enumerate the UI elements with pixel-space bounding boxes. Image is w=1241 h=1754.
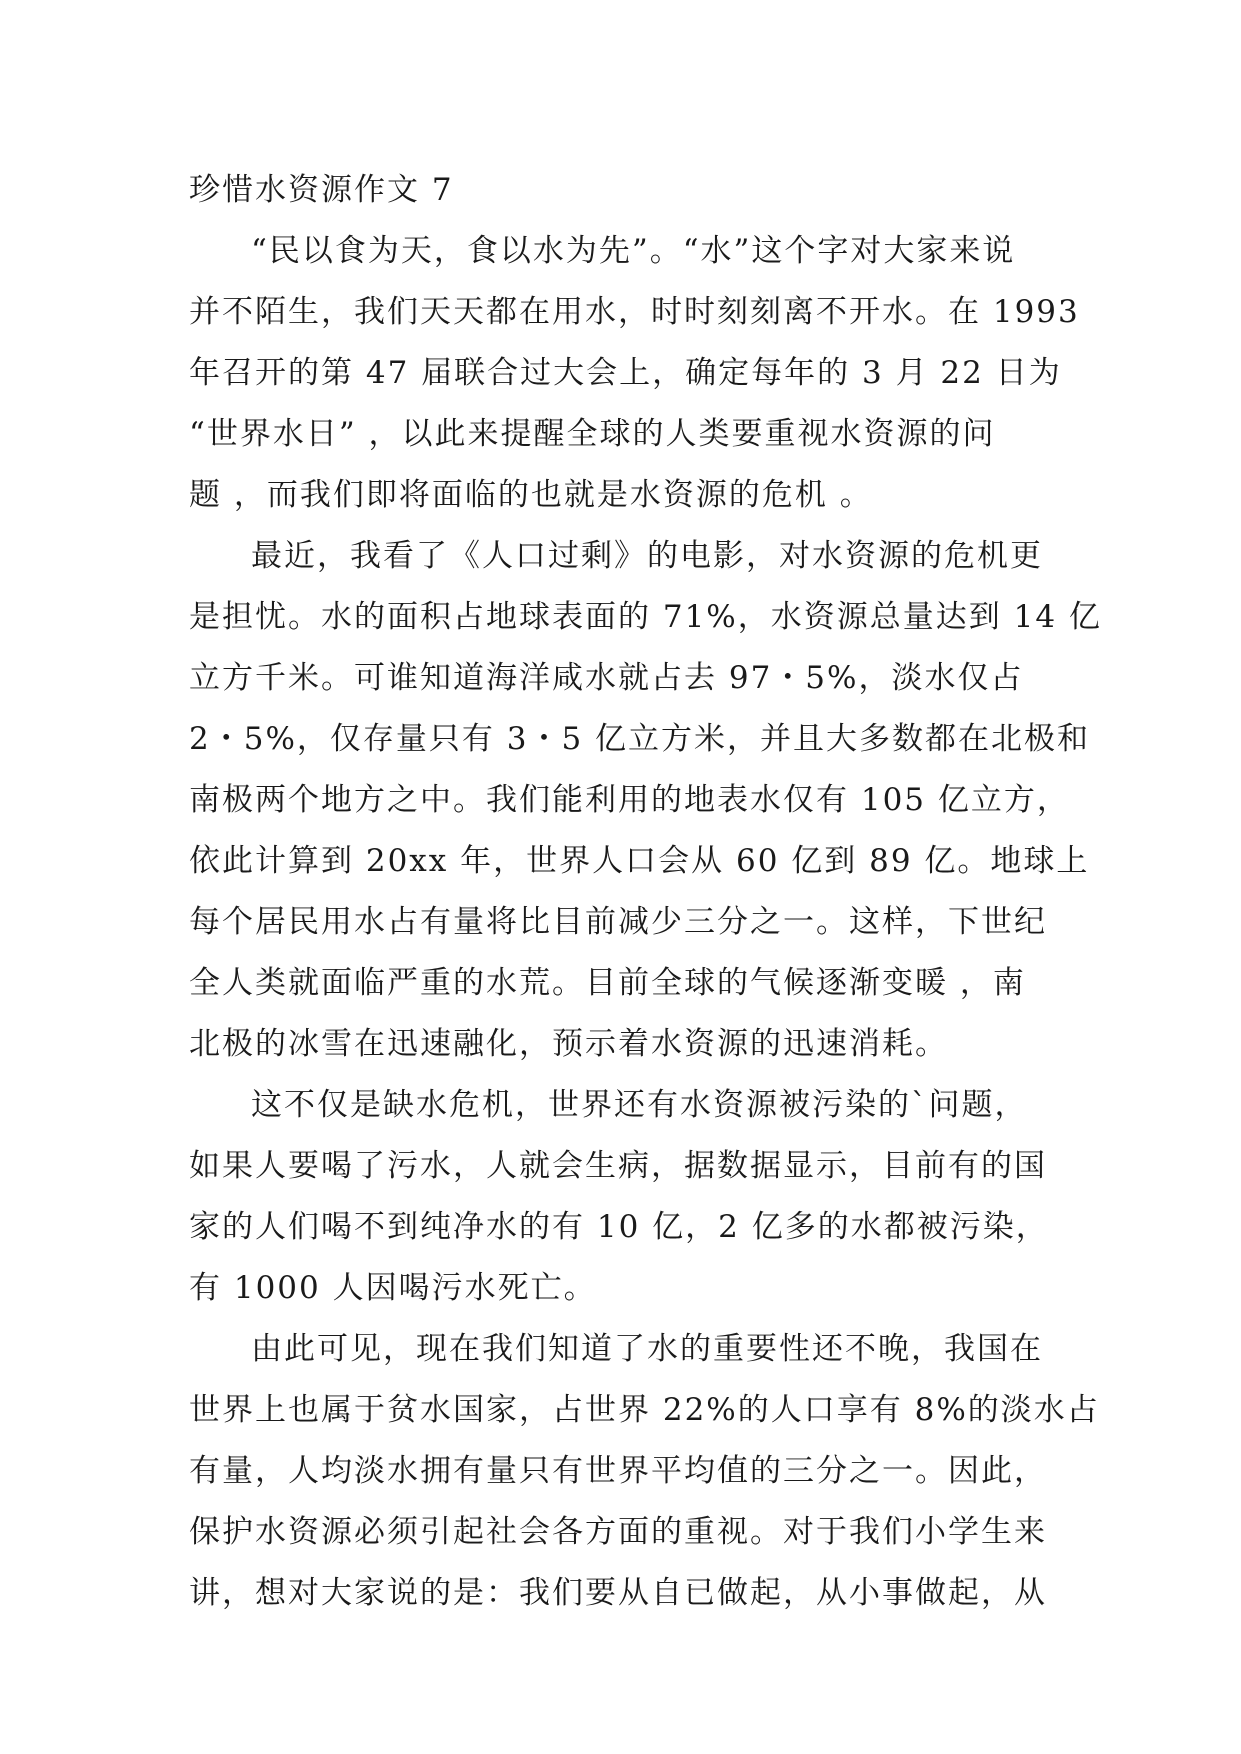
paragraph-4	[189, 1319, 1100, 1624]
text-line: 有 1000 人因喝污水死亡。	[189, 1270, 597, 1306]
text-line: 年召开的第 47 届联合过大会上，确定每年的 3 月 22 日为	[189, 355, 1062, 391]
text-line: 这不仅是缺水危机，世界还有水资源被污染的`问题，	[251, 1087, 1028, 1123]
text-line: “民以食为天，食以水为先”。“水”这个字对大家来说	[251, 233, 1016, 269]
text-line: 全人类就面临严重的水荒。目前全球的气候逐渐变暖 ，南	[189, 965, 1026, 1001]
text-line: 每个居民用水占有量将比目前减少三分之一。这样，下世纪	[189, 904, 1047, 940]
document-body	[189, 160, 1102, 1624]
text-line: 保护水资源必须引起社会各方面的重视。对于我们小学生来	[189, 1514, 1047, 1550]
paragraph-1	[189, 221, 1080, 526]
paragraph-3	[189, 1075, 1059, 1319]
text-line: 如果人要喝了污水，人就会生病，据数据显示，目前有的国	[189, 1148, 1047, 1184]
text-line: 题 ，而我们即将面临的也就是水资源的危机 。	[189, 477, 873, 513]
paragraph-2	[189, 526, 1102, 1075]
text-line: 北极的冰雪在迅速融化，预示着水资源的迅速消耗。	[189, 1026, 948, 1062]
text-line: 由此可见，现在我们知道了水的重要性还不晚，我国在	[251, 1331, 1043, 1367]
text-line: 世界上也属于贫水国家，占世界 22%的人口享有 8%的淡水占	[189, 1392, 1100, 1428]
text-line: “世界水日” ，以此来提醒全球的人类要重视水资源的问	[189, 416, 996, 452]
text-line: 并不陌生，我们天天都在用水，时时刻刻离不开水。在 1993	[189, 294, 1080, 330]
text-line: 讲，想对大家说的是：我们要从自已做起，从小事做起，从	[189, 1575, 1047, 1611]
text-line: 最近，我看了《人口过剩》的电影，对水资源的危机更	[251, 538, 1043, 574]
document-title: 珍惜水资源作文 7	[189, 172, 454, 208]
text-line: 是担忧。水的面积占地球表面的 71%，水资源总量达到 14 亿	[189, 599, 1102, 635]
text-line: 有量，人均淡水拥有量只有世界平均值的三分之一。因此，	[189, 1453, 1047, 1489]
text-line: 2・5%，仅存量只有 3・5 亿立方米，并且大多数都在北极和	[189, 721, 1091, 757]
text-line: 家的人们喝不到纯净水的有 10 亿，2 亿多的水都被污染，	[189, 1209, 1049, 1245]
text-line: 依此计算到 20xx 年，世界人口会从 60 亿到 89 亿。地球上	[189, 843, 1090, 879]
text-line: 南极两个地方之中。我们能利用的地表水仅有 105 亿立方，	[189, 782, 1070, 818]
text-line: 立方千米。可谁知道海洋咸水就占去 97・5%，淡水仅占	[189, 660, 1024, 696]
